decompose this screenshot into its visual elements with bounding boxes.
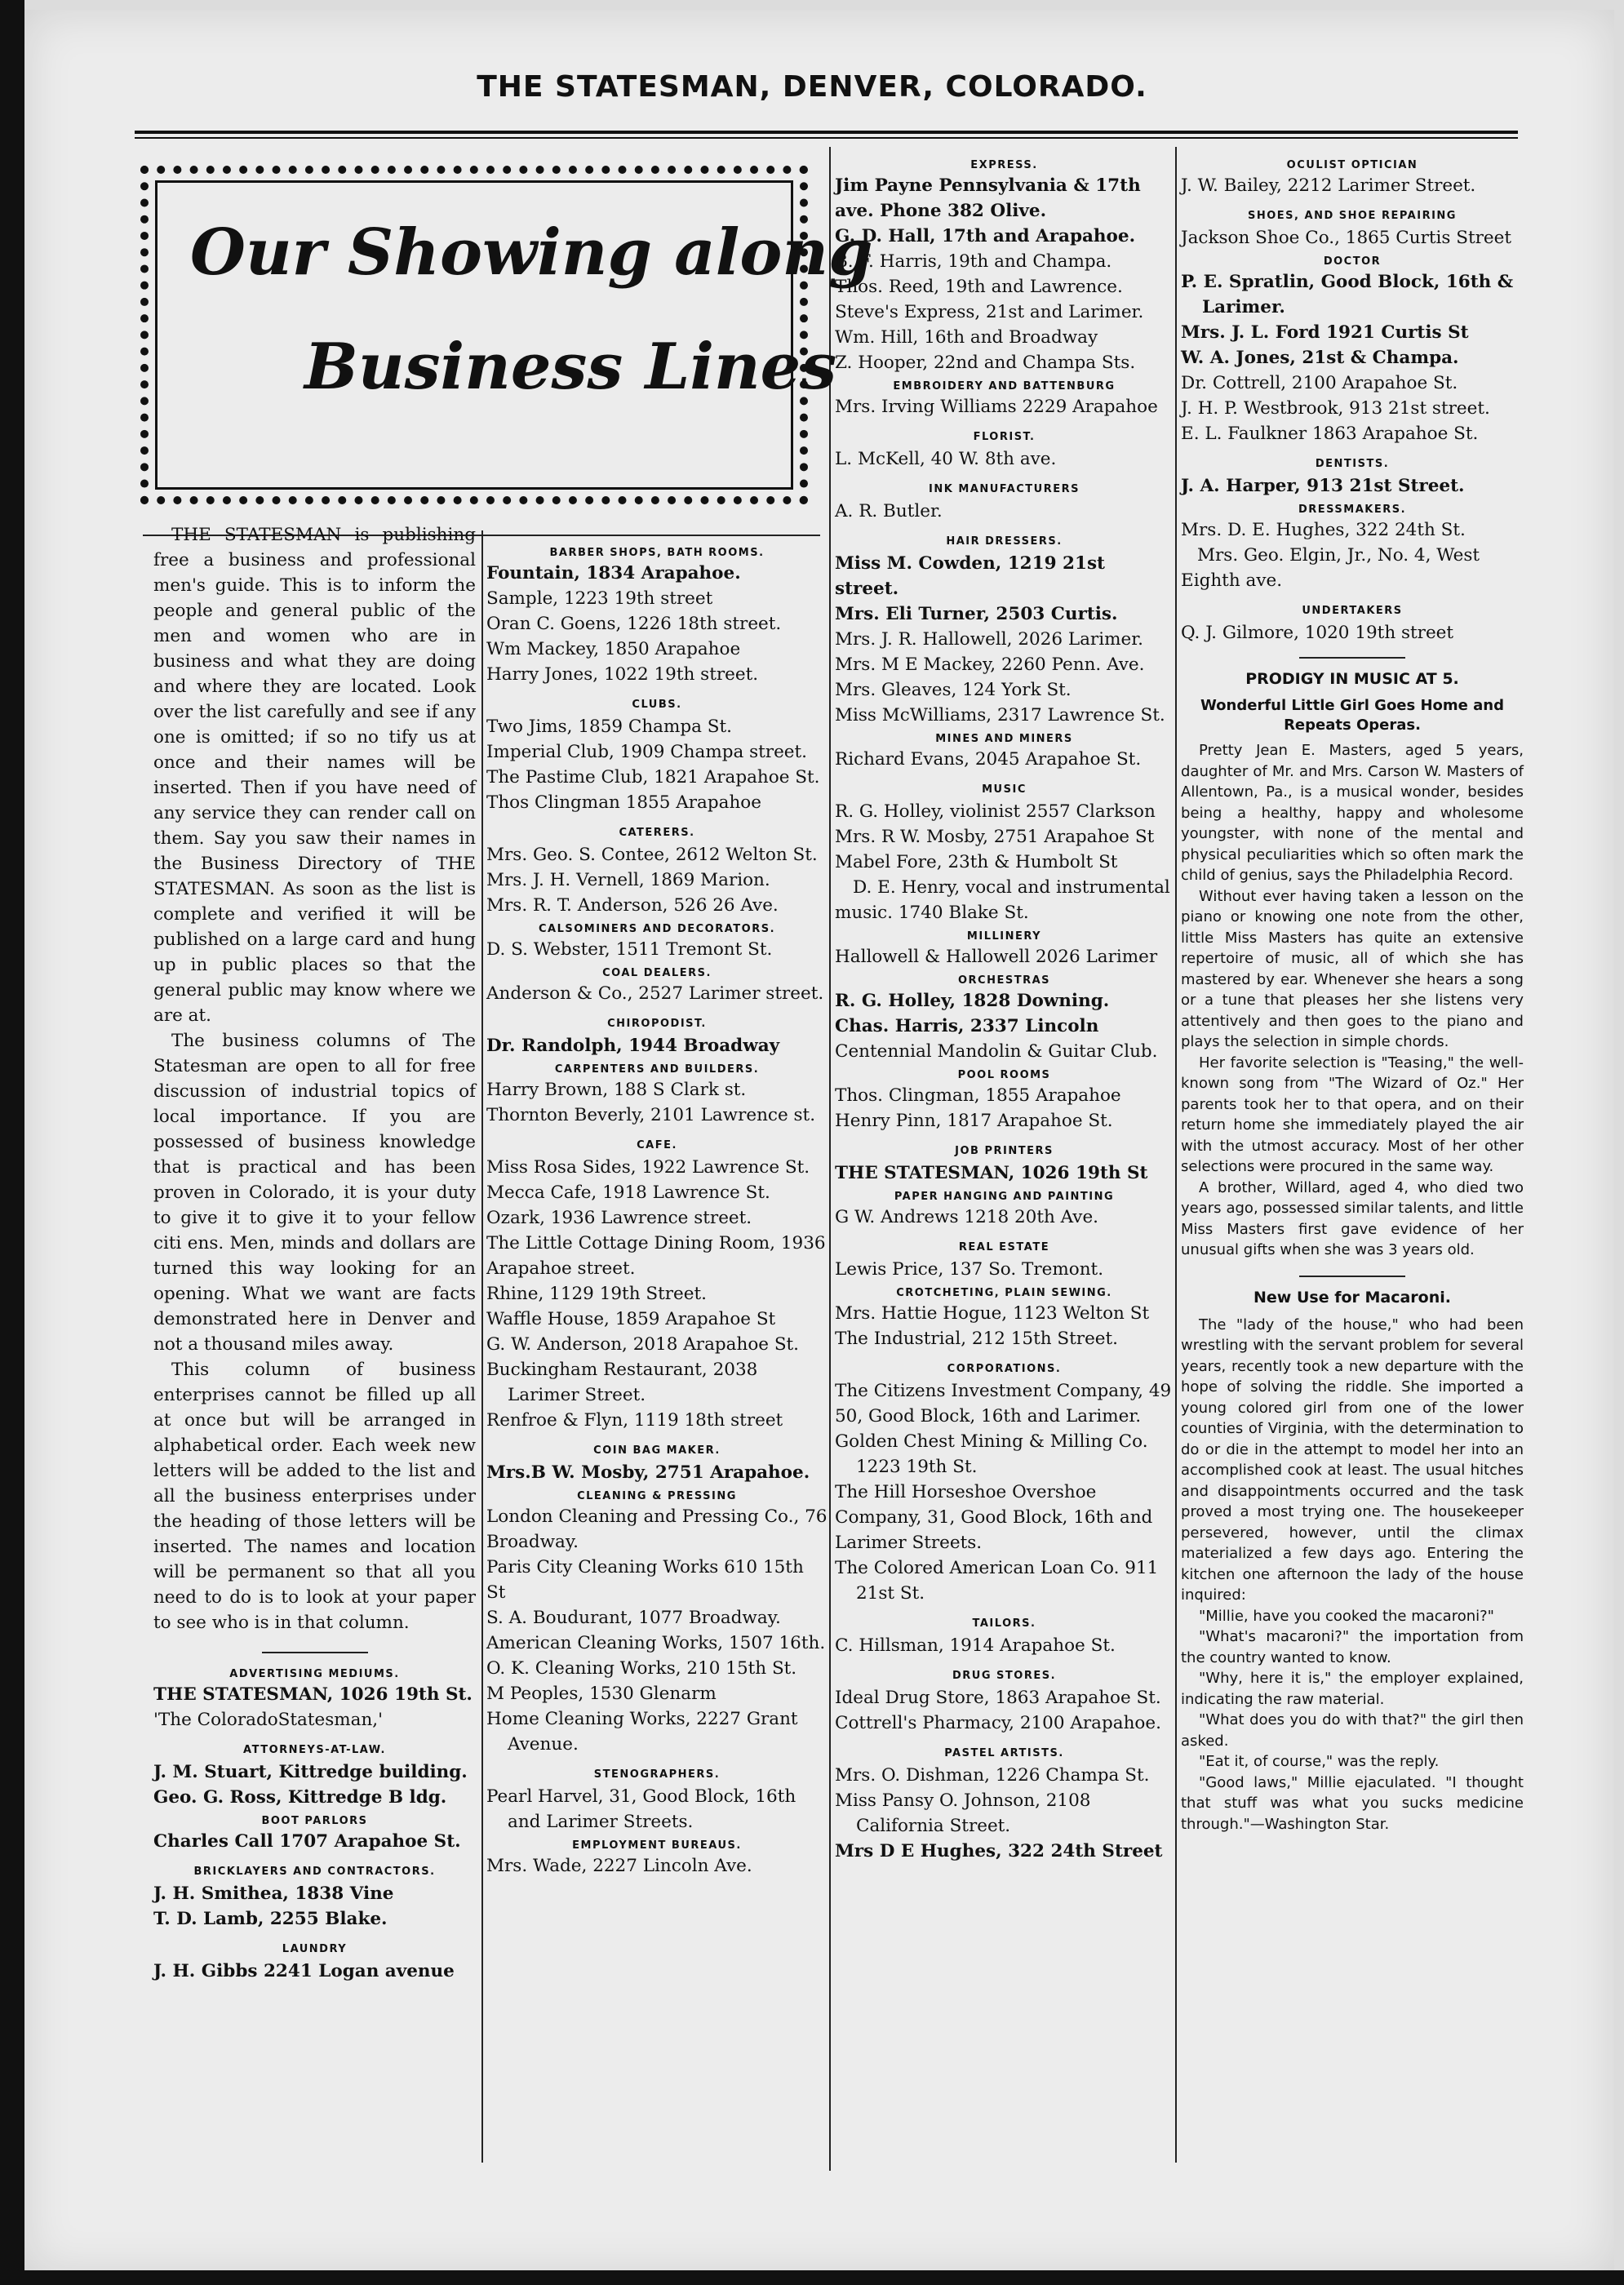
section-heading: UNDERTAKERS [1302, 605, 1403, 617]
story-paragraph: "Eat it, of course," was the reply. [1199, 1753, 1440, 1770]
directory-entry: Mrs. Wade, 2227 Lincoln Ave. [486, 1856, 752, 1876]
column-3 [835, 159, 1174, 1864]
directory-entry: Fountain, 1834 Arapahoe. [486, 563, 741, 583]
directory-entry: Mrs. D. E. Hughes, 322 24th St. [1181, 520, 1466, 540]
directory-entry: J. H. P. Westbrook, 913 21st street. [1181, 398, 1490, 419]
section-heading: EMPLOYMENT BUREAUS. [572, 1839, 742, 1852]
section-heading: POOL ROOMS [957, 1069, 1051, 1081]
directory-entry: Charles Call 1707 Arapahoe St. [153, 1831, 461, 1852]
section [1181, 159, 1524, 198]
story-paragraph: Her favorite selection is "Teasing," the well-known song from "The Wizard of Oz." Her parents took her to that opera, and on their return home she immediately played the air with the utmost accuracy. Most of her other selections were procured in the same way. [1181, 1054, 1524, 1175]
masthead-rule [135, 131, 1518, 134]
section [835, 1287, 1174, 1351]
directory-entry: Mrs. Geo. Elgin, Jr., No. 4, West Eighth ave. [1181, 545, 1480, 591]
section-heading: COAL DEALERS. [602, 967, 712, 979]
directory-entry: Mecca Cafe, 1918 Lawrence St. [486, 1182, 770, 1203]
story-paragraph: "Why, here it is," the employer explained, indicating the raw material. [1181, 1670, 1524, 1708]
directory-entry: 'The ColoradoStatesman,' [153, 1710, 384, 1730]
section-heading: CORPORATIONS. [947, 1363, 1062, 1375]
directory-entry: Imperial Club, 1909 Champa street. [486, 742, 807, 762]
section [1181, 504, 1524, 593]
directory-entry: Mrs. J. H. Vernell, 1869 Marion. [486, 870, 770, 890]
section-heading: MINES AND MINERS [935, 733, 1073, 745]
directory-entry: W. A. Jones, 21st & Champa. [1181, 348, 1459, 368]
section-heading: COIN BAG MAKER. [593, 1444, 721, 1457]
directory-entry: Oran C. Goens, 1226 18th street. [486, 614, 782, 634]
section [835, 1747, 1174, 1864]
directory-entry: Renfroe & Flyn, 1119 18th street [486, 1410, 783, 1431]
directory-entry: The Industrial, 212 15th Street. [835, 1329, 1119, 1349]
section [835, 1069, 1174, 1134]
directory-entry: Paris City Cleaning Works 610 15th St [486, 1557, 804, 1603]
column-rule-3 [1175, 147, 1177, 2163]
section-heading: ORCHESTRAS [957, 974, 1051, 987]
directory-entry: Mrs.B W. Mosby, 2751 Arapahoe. [486, 1462, 810, 1483]
section [153, 1815, 476, 1854]
directory-entry: J. H. Smithea, 1838 Vine [153, 1883, 394, 1904]
section [1181, 458, 1524, 499]
directory-entry: D. S. Webster, 1511 Tremont St. [486, 939, 773, 960]
directory-entry: J. W. Bailey, 2212 Larimer Street. [1181, 175, 1476, 196]
directory-entry: Thos. Clingman, 1855 Arapahoe [835, 1085, 1121, 1106]
news-story [1181, 1289, 1524, 1835]
section-heading: ATTORNEYS-AT-LAW. [243, 1744, 386, 1756]
directory-entry: Centennial Mandolin & Guitar Club. [835, 1041, 1158, 1062]
directory-entry: Miss Rosa Sides, 1922 Lawrence St. [486, 1157, 810, 1178]
section-heading: DOCTOR [1323, 255, 1382, 268]
section [835, 1241, 1174, 1282]
section [835, 1191, 1174, 1230]
section [486, 827, 828, 918]
section-heading: ADVERTISING MEDIUMS. [229, 1668, 400, 1680]
directory-entry: Miss M. Cowden, 1219 21st street. [835, 553, 1105, 599]
section-heading: REAL ESTATE [958, 1241, 1050, 1253]
section [486, 1490, 828, 1757]
directory-entry: Mabel Fore, 23th & Humbolt St [835, 852, 1118, 872]
section-heading: MILLINERY [966, 930, 1042, 943]
section-heading: BARBER SHOPS, BATH ROOMS. [549, 547, 765, 559]
directory-entry: Chas. Harris, 2337 Lincoln [835, 1016, 1099, 1036]
section [835, 380, 1174, 419]
directory-entry: Mrs. J. R. Hallowell, 2026 Larimer. [835, 629, 1143, 650]
directory-entry: Ozark, 1936 Lawrence street. [486, 1208, 752, 1228]
section-divider [1299, 657, 1405, 659]
directory-entry: J. H. Gibbs 2241 Logan avenue [153, 1961, 455, 1981]
directory-entry: G. W. Anderson, 2018 Arapahoe St. [486, 1334, 800, 1355]
directory-entry: Mrs. R. T. Anderson, 526 26 Ave. [486, 895, 779, 916]
directory-entry: Mrs. Eli Turner, 2503 Curtis. [835, 604, 1118, 624]
scan-edge-bottom [0, 2270, 1624, 2285]
section [835, 930, 1174, 969]
masthead-rule-thin [135, 137, 1518, 139]
story-body [1181, 1315, 1524, 1835]
directory-entry: Thos. Reed, 19th and Lawrence. [835, 277, 1123, 297]
column-2 [486, 547, 828, 1879]
story-body [1181, 740, 1524, 1261]
directory-entry: Sample, 1223 19th street [486, 588, 713, 609]
directory-entry: Golden Chest Mining & Milling Co. 1223 19th St. [835, 1431, 1148, 1477]
column-4 [1181, 159, 1524, 1835]
directory-entry: Two Jims, 1859 Champa St. [486, 717, 733, 737]
directory-entry: Wm Mackey, 1850 Arapahoe [486, 639, 741, 659]
directory-entry: O. K. Cleaning Works, 210 15th St. [486, 1658, 797, 1679]
section-heading: CLUBS. [632, 699, 682, 711]
story-headline: PRODIGY IN MUSIC AT 5. [1245, 670, 1459, 688]
intro-paragraph: This column of business enterprises cannot be filled up all at once but will be arranged in alphabetical order. Each week new letters will be added to the list and all the business enterprises under the heading of those letters will be inserted. The names and location will be permanent so that all you need to do is to look at your paper to see who is in that column. [153, 1360, 476, 1633]
masthead: THE STATESMAN, DENVER, COLORADO. [477, 70, 1147, 104]
section-heading: OCULIST OPTICIAN [1286, 159, 1418, 171]
section [486, 1444, 828, 1485]
column-rule-2 [829, 147, 831, 2171]
section-heading: DRESSMAKERS. [1298, 504, 1407, 516]
directory-entry: Mrs. R W. Mosby, 2751 Arapahoe St [835, 827, 1155, 847]
section [1181, 255, 1524, 446]
advertisement-border [155, 180, 873, 490]
directory-entry: Mrs. Gleaves, 124 York St. [835, 680, 1072, 700]
directory-entry: M Peoples, 1530 Glenarm [486, 1684, 717, 1704]
story-paragraph: "What's macaroni?" the importation from the country wanted to know. [1181, 1628, 1524, 1666]
directory-entry: Mrs. O. Dishman, 1226 Champa St. [835, 1765, 1150, 1786]
section-divider [1299, 1276, 1405, 1277]
section [835, 159, 1174, 375]
section-heading: TAILORS. [972, 1617, 1036, 1630]
directory-entry: R. G. Holley, 1828 Downing. [835, 991, 1110, 1011]
section [486, 1139, 828, 1433]
directory-entry: THE STATESMAN, 1026 19th St [835, 1163, 1148, 1183]
directory-entry: Miss Pansy O. Johnson, 2108 California Street. [835, 1790, 1091, 1836]
section [835, 783, 1174, 925]
section [835, 431, 1174, 472]
column-1 [153, 522, 476, 1984]
section [153, 1668, 476, 1733]
directory-entry: Jackson Shoe Co., 1865 Curtis Street [1181, 228, 1512, 248]
section [486, 1063, 828, 1128]
directory-entry: The Colored American Loan Co. 911 21st St. [835, 1558, 1159, 1604]
directory-entry: The Hill Horseshoe Overshoe Company, 31, Good Block, 16th and Larimer Streets. [835, 1482, 1153, 1553]
directory-entry: B. F. Harris, 19th and Champa. [835, 251, 1112, 272]
section [1181, 605, 1524, 646]
directory-entry: The Pastime Club, 1821 Arapahoe St. [486, 767, 820, 788]
directory-entry: Rhine, 1129 19th Street. [486, 1284, 707, 1304]
section-divider [262, 1652, 368, 1653]
directory-entry: J. A. Harper, 913 21st Street. [1181, 476, 1465, 496]
story-paragraph: The "lady of the house," who had been wrestling with the servant problem for several years, recently took a new departure with the hope of solving the riddle. She imported a young colored girl from one of the lower counties of Virginia, with the determination to do or die in the attempt to model her into an accomplished cook at least. The usual hitches and disappointments occurred and the task proved a most trying one. The housekeeper persevered, however, until the climax materialized a few days ago. Entering the kitchen one afternoon the lady of the house inquired: [1181, 1316, 1524, 1604]
directory-entry: Buckingham Restaurant, 2038 Larimer Street. [486, 1360, 758, 1405]
ad-headline-line-2: Business Lines [304, 330, 837, 404]
section-heading: BRICKLAYERS AND CONTRACTORS. [193, 1866, 436, 1878]
directory-entry: Pearl Harvel, 31, Good Block, 16th and Larimer Streets. [486, 1786, 796, 1832]
directory-entry: Waffle House, 1859 Arapahoe St [486, 1309, 776, 1329]
section-heading: DRUG STORES. [952, 1670, 1057, 1682]
section [835, 535, 1174, 728]
directory-entry: S. A. Boudurant, 1077 Broadway. [486, 1608, 781, 1628]
section-heading: CATERERS. [619, 827, 695, 839]
section [1181, 210, 1524, 251]
directory-entry: Geo. G. Ross, Kittredge B ldg. [153, 1787, 447, 1808]
scan-edge-left [0, 0, 24, 2285]
directory-entry: A. R. Butler. [835, 501, 943, 521]
section-heading: INK MANUFACTURERS [929, 483, 1080, 495]
story-headline: New Use for Macaroni. [1253, 1288, 1451, 1307]
directory-entry: Harry Jones, 1022 19th street. [486, 664, 759, 685]
section [486, 1018, 828, 1058]
directory-entry: R. G. Holley, violinist 2557 Clarkson [835, 801, 1156, 822]
directory-entry: Z. Hooper, 22nd and Champa Sts. [835, 353, 1136, 373]
directory-entry: Dr. Randolph, 1944 Broadway [486, 1036, 780, 1056]
section [835, 1145, 1174, 1186]
section-heading: FLORIST. [973, 431, 1036, 443]
directory-entry: G W. Andrews 1218 20th Ave. [835, 1207, 1099, 1227]
directory-entry: Thos Clingman 1855 Arapahoe [486, 792, 761, 813]
directory-entry: Richard Evans, 2045 Arapahoe St. [835, 749, 1142, 770]
directory-entry: Miss McWilliams, 2317 Lawrence St. [835, 705, 1165, 725]
directory-entry: Steve's Express, 21st and Larimer. [835, 302, 1144, 322]
section-heading: HAIR DRESSERS. [946, 535, 1063, 548]
directory-entry: Q. J. Gilmore, 1020 19th street [1181, 623, 1454, 643]
story-paragraph: "Millie, have you cooked the macaroni?" [1199, 1607, 1494, 1625]
section-heading: CLEANING & PRESSING [577, 1490, 737, 1502]
story-paragraph: Pretty Jean E. Masters, aged 5 years, daughter of Mr. and Mrs. Carson W. Masters of Allentown, Pa., is a musical wonder, besides being a healthy, happy and wholesome youngster, with none of the mental and physical peculiarities which so often mark the child of genius, says the Philadelphia Record. [1181, 742, 1524, 884]
section [486, 1839, 828, 1879]
directory-entry: Hallowell & Hallowell 2026 Larimer [835, 947, 1158, 967]
section-heading: EXPRESS. [970, 159, 1038, 171]
directory-entry: Mrs. Hattie Hogue, 1123 Welton St [835, 1303, 1150, 1324]
directory-entry: Wm. Hill, 16th and Broadway [835, 327, 1098, 348]
section [835, 1617, 1174, 1658]
section-heading: CHIROPODIST. [607, 1018, 707, 1030]
directory-entry: G. D. Hall, 17th and Arapahoe. [835, 226, 1136, 246]
intro-paragraph: THE STATESMAN is publishing free a business and professional men's guide. This is to inform the people and general public of the men and women who are in business and what they are doing and where they are located. Look over the list carefully and see if any one is omitted; if so no tify us at once and their names will be inserted. Then if you have need of any service they can render call on them. Say you saw their names in the Business Directory of THE STATESMAN. As soon as the list is complete and verified it will be published on a large card and hung up in public places so that the general public may know where we are at. [153, 525, 476, 1026]
section-heading: STENOGRAPHERS. [593, 1768, 721, 1781]
directory-entry: P. E. Spratlin, Good Block, 16th & Larimer. [1181, 272, 1514, 317]
directory-entry: Mrs. Geo. S. Contee, 2612 Welton St. [486, 845, 818, 865]
section [486, 923, 828, 962]
directory-entry: American Cleaning Works, 1507 16th. [486, 1633, 826, 1653]
section-heading: CARPENTERS AND BUILDERS. [554, 1063, 760, 1076]
section [835, 1363, 1174, 1606]
story-subheadline: Wonderful Little Girl Goes Home and Repeats Operas. [1200, 697, 1505, 734]
section [153, 1744, 476, 1810]
section-heading: LAUNDRY [282, 1943, 348, 1955]
section [486, 547, 828, 687]
section [486, 699, 828, 815]
directory-entry: Jim Payne Pennsylvania & 17th ave. Phone 382 Olive. [835, 175, 1141, 221]
directory-entry: Henry Pinn, 1817 Arapahoe St. [835, 1111, 1113, 1131]
section-heading: EMBROIDERY AND BATTENBURG [893, 380, 1116, 393]
directory-entry: The Little Cottage Dining Room, 1936 Arapahoe street. [486, 1233, 826, 1279]
directory-entry: E. L. Faulkner 1863 Arapahoe St. [1181, 424, 1479, 444]
directory-entry: C. Hillsman, 1914 Arapahoe St. [835, 1635, 1116, 1656]
directory-entry: Cottrell's Pharmacy, 2100 Arapahoe. [835, 1713, 1161, 1733]
section-heading: CAFE. [637, 1139, 677, 1151]
section-heading: SHOES, AND SHOE REPAIRING [1248, 210, 1457, 222]
directory-entry: Thornton Beverly, 2101 Lawrence st. [486, 1105, 816, 1125]
directory-entry: Mrs. Irving Williams 2229 Arapahoe [835, 397, 1158, 417]
section [153, 1943, 476, 1984]
section-heading: MUSIC [982, 783, 1027, 796]
directory-entry: Mrs D E Hughes, 322 24th Street [835, 1841, 1163, 1861]
directory-entry: THE STATESMAN, 1026 19th St. [153, 1684, 473, 1705]
directory-entry: Harry Brown, 188 S Clark st. [486, 1080, 747, 1100]
section [835, 483, 1174, 524]
section-heading: PAPER HANGING AND PAINTING [894, 1191, 1115, 1203]
directory-entry: Anderson & Co., 2527 Larimer street. [486, 983, 824, 1004]
directory-entry: Mrs. M E Mackey, 2260 Penn. Ave. [835, 654, 1145, 675]
directory-entry: The Citizens Investment Company, 49 50, Good Block, 16th and Larimer. [835, 1381, 1172, 1426]
story-paragraph: "What does you do with that?" the girl then asked. [1181, 1711, 1524, 1750]
directory-entry: D. E. Henry, vocal and instrumental music. 1740 Blake St. [835, 877, 1170, 923]
section [835, 1670, 1174, 1736]
section-heading: CROTCHETING, PLAIN SEWING. [896, 1287, 1112, 1299]
story-paragraph: Without ever having taken a lesson on the piano or knowing one note from the other, little Miss Masters has quite an extensive repertoire of music, all of which she has mastered by ear. Whenever she hears a song or a tune that pleases her she listens very attentively and then goes to the piano and plays the selection in simple chords. [1181, 887, 1524, 1050]
intro-paragraph: The business columns of The Statesman are open to all for free discussion of industrial topics of local importance. If you are possessed of business knowledge that is practical and has been proven in Colorado, it is your duty to give it to give it to your fellow citi ens. Men, minds and dollars are turned this way looking for an opening. What we want are facts demonstrated here in Denver and not a thousand miles away. [153, 1031, 476, 1355]
directory-entry: L. McKell, 40 W. 8th ave. [835, 449, 1057, 469]
section [486, 1768, 828, 1835]
column-rule-1 [481, 530, 483, 2163]
section-heading: JOB PRINTERS [955, 1145, 1054, 1157]
section-heading: CALSOMINERS AND DECORATORS. [538, 923, 776, 935]
directory-intro [153, 522, 476, 1635]
directory-entry: Home Cleaning Works, 2227 Grant Avenue. [486, 1709, 798, 1755]
advertisement-box [140, 166, 873, 504]
directory-entry: J. M. Stuart, Kittredge building. [153, 1762, 468, 1782]
directory-entry: T. D. Lamb, 2255 Blake. [153, 1909, 388, 1929]
story-paragraph: "Good laws," Millie ejaculated. "I thought that stuff was what you sucks medicine through."—Washington Star. [1181, 1773, 1524, 1833]
section [153, 1866, 476, 1932]
section-heading: BOOT PARLORS [261, 1815, 368, 1827]
ad-headline-line-1: Our Showing along [190, 215, 873, 290]
section [835, 974, 1174, 1064]
section [835, 733, 1174, 772]
directory-entry: Ideal Drug Store, 1863 Arapahoe St. [835, 1688, 1161, 1708]
story-paragraph: A brother, Willard, aged 4, who died two years ago, possessed similar talents, and little Miss Masters first gave evidence of her unusual gifts when she was 3 years old. [1181, 1178, 1524, 1258]
directory-entry: London Cleaning and Pressing Co., 76 Broadway. [486, 1506, 828, 1552]
directory-entry: Dr. Cottrell, 2100 Arapahoe St. [1181, 373, 1458, 393]
section-heading: DENTISTS. [1315, 458, 1390, 470]
news-story [1181, 670, 1524, 1261]
directory-entry: Mrs. J. L. Ford 1921 Curtis St [1181, 322, 1469, 343]
directory-entry: Lewis Price, 137 So. Tremont. [835, 1259, 1104, 1280]
section-heading: PASTEL ARTISTS. [944, 1747, 1064, 1759]
section [486, 967, 828, 1006]
